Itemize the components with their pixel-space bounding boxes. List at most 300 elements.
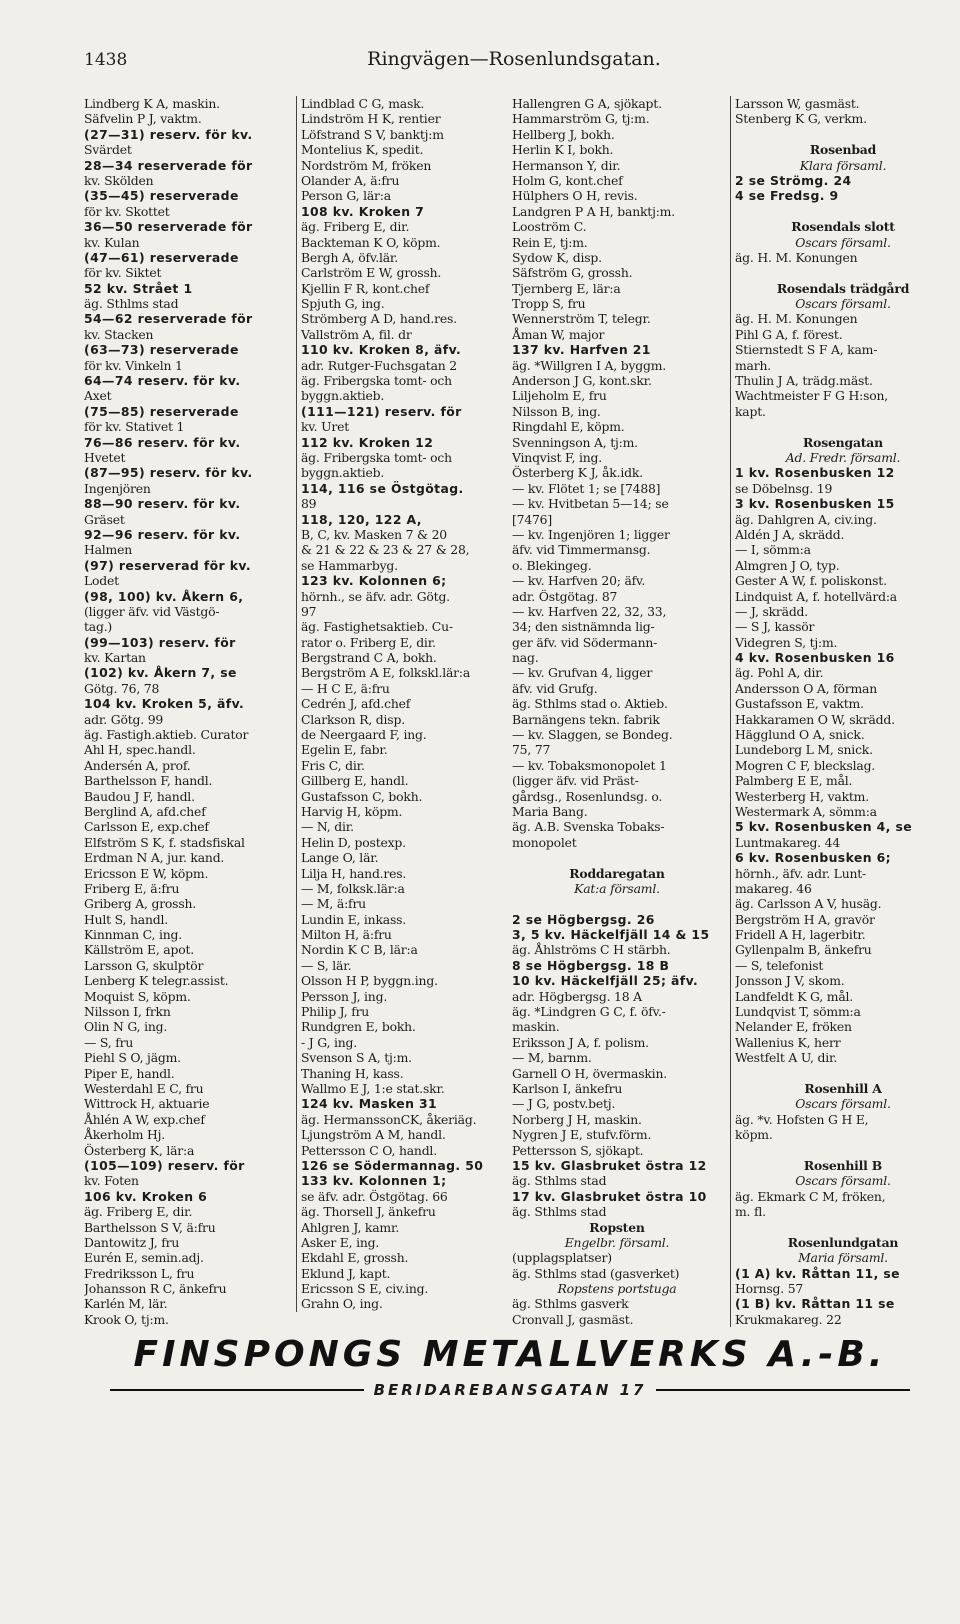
directory-entry: Jonsson J V, skom.: [735, 973, 845, 989]
directory-entry: äg. Thorsell J, änkefru: [301, 1204, 436, 1220]
directory-entry: Hallengren G A, sjökapt.: [512, 96, 662, 111]
directory-entry: Baudou J F, handl.: [84, 788, 195, 804]
directory-entry: äg. Sthlms stad: [512, 1173, 607, 1189]
directory-entry: Ekdahl E, grossh.: [301, 1250, 409, 1266]
directory-entry: adr. Götg. 99: [84, 711, 164, 727]
directory-entry: se Hammarbyg.: [301, 557, 398, 573]
address-entry: (27—31) reserv. för kv.: [84, 126, 253, 142]
directory-entry: Barthelsson F, handl.: [84, 773, 213, 789]
directory-entry: äg. Friberg E, dir.: [301, 219, 410, 235]
directory-entry: äg. Sthlms stad (gasverket): [512, 1265, 680, 1281]
directory-entry: 75, 77: [512, 742, 551, 758]
address-entry: 126 se Södermannag. 50: [301, 1157, 484, 1173]
directory-entry: äfv. vid Grufg.: [512, 680, 598, 696]
street-heading: Roddaregatan: [569, 865, 665, 881]
directory-entry: Tjernberg E, lär:a: [512, 280, 621, 296]
directory-entry: Thulin J A, trädg.mäst.: [735, 373, 873, 389]
directory-entry: äg. Dahlgren A, civ.ing.: [735, 511, 877, 527]
directory-entry: kv. Foten: [84, 1173, 139, 1189]
directory-entry: adr. Rutger-Fuchsgatan 2: [301, 357, 457, 373]
directory-entry: — M, ä:fru: [301, 896, 366, 912]
address-entry: 110 kv. Kroken 8, äfv.: [301, 342, 462, 358]
advertisement-address-row: [110, 1381, 910, 1399]
directory-entry: äg. Sthlms gasverk: [512, 1296, 629, 1312]
directory-entry: — kv. Harfven 22, 32, 33,: [512, 603, 667, 619]
column-2: [296, 96, 507, 1312]
parish-label: Oscars församl.: [795, 1173, 891, 1189]
address-entry: (99—103) reserv. för: [84, 634, 236, 650]
directory-entry: Backteman K O, köpm.: [301, 234, 441, 250]
directory-entry: Montelius K, spedit.: [301, 142, 424, 158]
directory-entry: Cronvall J, gasmäst.: [512, 1311, 634, 1327]
directory-entry: Erdman N A, jur. kand.: [84, 850, 225, 866]
directory-entry: Olsson H P, byggn.ing.: [301, 973, 438, 989]
directory-entry: Maria Bang.: [512, 803, 588, 819]
directory-entry: Säfström G, grossh.: [512, 265, 633, 281]
address-entry: 118, 120, 122 A,: [301, 511, 422, 527]
directory-entry: Grahn O, ing.: [301, 1296, 383, 1312]
street-heading: Rosenhill B: [803, 1157, 883, 1173]
directory-entry: — J G, postv.betj.: [512, 1096, 616, 1112]
directory-entry: Pettersson S, sjökapt.: [512, 1142, 644, 1158]
directory-entry: Wachtmeister F G H:son,: [735, 388, 889, 404]
directory-entry: Svärdet: [84, 142, 132, 158]
parish-label: Oscars församl.: [795, 1096, 891, 1112]
directory-entry: Sydow K, disp.: [512, 249, 602, 265]
address-entry: 4 se Fredsg. 9: [735, 188, 839, 204]
directory-entry: Eurén E, semin.adj.: [84, 1250, 204, 1266]
street-heading: Rosendals trädgård: [776, 280, 910, 296]
directory-entry: Bergstrand C A, bokh.: [301, 650, 437, 666]
directory-entry: Österberg K J, åk.idk.: [512, 465, 643, 481]
address-entry: (111—121) reserv. för: [301, 403, 462, 419]
directory-entry: Pettersson C O, handl.: [301, 1142, 437, 1158]
directory-entry: Ingenjören: [84, 480, 151, 496]
directory-entry: Persson J, ing.: [301, 988, 388, 1004]
directory-entry: Pihl G A, f. förest.: [735, 326, 843, 342]
directory-entry: — kv. Ingenjören 1; ligger: [512, 526, 670, 542]
parish-label: Kat:a församl.: [574, 880, 660, 896]
directory-entry: Ericsson E W, köpm.: [84, 865, 209, 881]
directory-entry: Kinnman C, ing.: [84, 927, 182, 943]
directory-entry: Axet: [84, 388, 112, 404]
directory-entry: äg. H. M. Konungen: [735, 249, 858, 265]
directory-entry: Åkerholm Hj.: [84, 1127, 165, 1143]
directory-entry: — kv. Grufvan 4, ligger: [512, 665, 653, 681]
directory-entry: för kv. Stativet 1: [84, 419, 185, 435]
address-entry: (97) reserverad för kv.: [84, 557, 251, 573]
directory-entry: - J G, ing.: [301, 1034, 357, 1050]
directory-entry: Åman W, major: [512, 326, 605, 342]
blank-line: [512, 850, 722, 865]
advertisement: [110, 1334, 910, 1399]
directory-entry: äg. Sthlms stad: [512, 1204, 607, 1220]
directory-entry: Gräset: [84, 511, 125, 527]
directory-entry: Wennerström T, telegr.: [512, 311, 651, 327]
address-entry: (63—73) reserverade: [84, 342, 239, 358]
directory-entry: byggn.aktieb.: [301, 388, 385, 404]
directory-entry: adr. Högbergsg. 18 A: [512, 988, 642, 1004]
address-entry: (105—109) reserv. för: [84, 1157, 245, 1173]
directory-entry: Hülphers O H, revis.: [512, 188, 638, 204]
directory-entry: för kv. Siktet: [84, 265, 162, 281]
directory-entry: — S, lär.: [301, 957, 352, 973]
address-entry: 2 se Högbergsg. 26: [512, 911, 655, 927]
address-entry: 106 kv. Kroken 6: [84, 1188, 208, 1204]
directory-entry: Halmen: [84, 542, 133, 558]
directory-entry: Carlström E W, grossh.: [301, 265, 442, 281]
address-entry: 123 kv. Kolonnen 6;: [301, 573, 447, 589]
directory-entry: Krook O, tj:m.: [84, 1311, 169, 1327]
directory-entry: Fredriksson L, fru: [84, 1265, 195, 1281]
directory-entry: ger äfv. vid Södermann-: [512, 634, 658, 650]
directory-entry: Larsson G, skulptör: [84, 957, 204, 973]
directory-entry: Bergh A, öfv.lär.: [301, 249, 398, 265]
directory-entry: — S, telefonist: [735, 957, 824, 973]
directory-entry: o. Blekingeg.: [512, 557, 592, 573]
advertisement-address: BERIDAREBANSGATAN 17: [373, 1381, 647, 1399]
directory-entry: Ahl H, spec.handl.: [84, 742, 196, 758]
directory-entry: för kv. Skottet: [84, 203, 170, 219]
directory-entry: Luntmakareg. 44: [735, 834, 841, 850]
directory-entry: äg. Friberg E, dir.: [84, 1204, 193, 1220]
address-entry: 1 kv. Rosenbusken 12: [735, 465, 895, 481]
address-entry: 92—96 reserv. för kv.: [84, 526, 241, 542]
directory-entry: Lundqvist T, sömm:a: [735, 1004, 861, 1020]
directory-entry: Säfvelin P J, vaktm.: [84, 111, 202, 127]
directory-entry: Gyllenpalm B, änkefru: [735, 942, 872, 958]
directory-entry: Nordin K C B, lär:a: [301, 942, 418, 958]
address-entry: 5 kv. Rosenbusken 4, se: [735, 819, 913, 835]
directory-entry: Moquist S, köpm.: [84, 988, 191, 1004]
page-header: [84, 48, 944, 82]
directory-entry: för kv. Vinkeln 1: [84, 357, 183, 373]
blank-line: [512, 896, 722, 911]
directory-entry: Dantowitz J, fru: [84, 1234, 180, 1250]
address-entry: 3 kv. Rosenbusken 15: [735, 496, 895, 512]
directory-entry: Ringdahl E, köpm.: [512, 419, 625, 435]
directory-entry: Wittrock H, aktuarie: [84, 1096, 210, 1112]
address-entry: 3, 5 kv. Häckelfjäll 14 & 15: [512, 927, 710, 943]
address-entry: (1 B) kv. Råttan 11 se: [735, 1296, 895, 1312]
page-title: Ringvägen—Rosenlundsgatan.: [367, 48, 661, 70]
advertisement-rule-left: [110, 1389, 364, 1391]
column-3: [512, 96, 722, 1327]
directory-entry: rator o. Friberg E, dir.: [301, 634, 436, 650]
directory-entry: Elfström S K, f. stadsfiskal: [84, 834, 245, 850]
directory-entry: Hornsg. 57: [735, 1281, 804, 1297]
address-entry: 137 kv. Harfven 21: [512, 342, 651, 358]
directory-entry: Vinqvist F, ing.: [512, 449, 603, 465]
directory-entry: Hult S, handl.: [84, 911, 168, 927]
directory-entry: Tropp S, fru: [512, 296, 586, 312]
address-entry: (98, 100) kv. Åkern 6,: [84, 588, 244, 604]
directory-entry: Gustafsson E, vaktm.: [735, 696, 864, 712]
directory-entry: Nordström M, fröken: [301, 157, 432, 173]
address-entry: 17 kv. Glasbruket östra 10: [512, 1188, 707, 1204]
directory-entry: Rein E, tj:m.: [512, 234, 588, 250]
directory-entry: Lindblad C G, mask.: [301, 96, 425, 111]
blank-line: [735, 1220, 951, 1235]
directory-entry: Karlson I, änkefru: [512, 1081, 623, 1096]
street-heading: Rosenbad: [809, 142, 877, 158]
blank-line: [735, 127, 951, 142]
blank-line: [735, 419, 951, 434]
directory-entry: Thaning H, kass.: [301, 1065, 404, 1081]
directory-entry: Helin D, postexp.: [301, 834, 406, 850]
directory-entry: Gustafsson C, bokh.: [301, 788, 423, 804]
page-number: 1438: [84, 50, 128, 70]
directory-entry: äg. *v. Hofsten G H E,: [735, 1111, 869, 1127]
directory-entry: Friberg E, ä:fru: [84, 880, 180, 896]
address-entry: 64—74 reserv. för kv.: [84, 373, 241, 389]
directory-entry: Lindquist A, f. hotellvärd:a: [735, 588, 897, 604]
directory-entry: Johansson R C, änkefru: [84, 1281, 227, 1297]
directory-entry: köpm.: [735, 1127, 773, 1143]
directory-entry: äg. H. M. Konungen: [735, 311, 858, 327]
directory-entry: Garnell O H, övermaskin.: [512, 1065, 667, 1081]
directory-entry: Palmberg E E, mål.: [735, 773, 853, 789]
directory-entry: äg. Fastigh.aktieb. Curator: [84, 727, 249, 743]
directory-entry: Person G, lär:a: [301, 188, 391, 204]
street-heading: Rosendals slott: [791, 219, 895, 235]
directory-entry: Nilsson I, frkn: [84, 1004, 171, 1020]
directory-entry: äg. Sthlms stad: [84, 296, 179, 312]
directory-entry: Piper E, handl.: [84, 1065, 175, 1081]
directory-entry: kv. Skölden: [84, 172, 154, 188]
directory-entry: Ljungström A M, handl.: [301, 1127, 446, 1143]
advertisement-company: FINSPONGS METALLVERKS A.-B.: [133, 1334, 887, 1375]
directory-entry: Källström E, apot.: [84, 942, 194, 958]
directory-entry: monopolet: [512, 834, 577, 850]
directory-entry: — N, dir.: [301, 819, 354, 835]
directory-entry: tag.): [84, 619, 113, 635]
directory-entry: se Döbelnsg. 19: [735, 480, 833, 496]
directory-entry: äg. A.B. Svenska Tobaks-: [512, 819, 665, 835]
directory-entry: — H C E, ä:fru: [301, 680, 390, 696]
directory-entry: äg. HermanssonCK, åkeriäg.: [301, 1111, 477, 1127]
directory-entry: Nilsson B, ing.: [512, 403, 601, 419]
directory-entry: Philip J, fru: [301, 1004, 370, 1020]
directory-entry: se äfv. adr. Östgötag. 66: [301, 1188, 448, 1204]
directory-entry: — kv. Slaggen, se Bondeg.: [512, 727, 673, 743]
directory-entry: (ligger äfv. vid Västgö-: [84, 603, 220, 619]
address-entry: 112 kv. Kroken 12: [301, 434, 434, 450]
directory-entry: äg. Fribergska tomt- och: [301, 449, 452, 465]
directory-entry: byggn.aktieb.: [301, 465, 385, 481]
address-entry: (102) kv. Åkern 7, se: [84, 665, 237, 681]
address-entry: (87—95) reserv. för kv.: [84, 465, 253, 481]
directory-entry: Milton H, ä:fru: [301, 927, 392, 943]
directory-entry: Mogren C F, bleckslag.: [735, 757, 876, 773]
directory-entry: äfv. vid Timmermansg.: [512, 542, 651, 558]
directory-entry: — M, barnm.: [512, 1050, 592, 1066]
parish-label: Ad. Fredr. församl.: [785, 449, 901, 465]
directory-entry: Krukmakareg. 22: [735, 1311, 842, 1327]
directory-entry: Egelin E, fabr.: [301, 742, 388, 758]
directory-entry: [7476]: [512, 511, 553, 527]
directory-entry: Ericsson S E, civ.ing.: [301, 1281, 429, 1297]
directory-entry: Lodet: [84, 573, 119, 589]
directory-entry: marh.: [735, 357, 771, 373]
directory-entry: Lenberg K telegr.assist.: [84, 973, 229, 989]
directory-entry: Looström C.: [512, 219, 587, 235]
directory-entry: Eklund J, kapt.: [301, 1265, 391, 1281]
directory-entry: Spjuth G, ing.: [301, 296, 385, 312]
directory-entry: B, C, kv. Masken 7 & 20: [301, 526, 447, 542]
street-heading: Rosenlundgatan: [787, 1234, 899, 1250]
parish-label: Oscars församl.: [795, 296, 891, 312]
directory-entry: Lilja H, hand.res.: [301, 865, 407, 881]
directory-entry: äg. Fastighetsaktieb. Cu-: [301, 619, 453, 635]
directory-entry: Westerdahl E C, fru: [84, 1081, 204, 1096]
directory-entry: Nelander E, fröken: [735, 1019, 852, 1035]
directory-entry: Norberg J H, maskin.: [512, 1111, 642, 1127]
parish-label: Klara församl.: [799, 157, 887, 173]
directory-entry: Lindström H K, rentier: [301, 111, 441, 127]
directory-entry: äg. *Lindgren G C, f. öfv.-: [512, 1004, 666, 1020]
directory-entry: äg. Ekmark C M, fröken,: [735, 1188, 886, 1204]
advertisement-rule-right: [656, 1389, 910, 1391]
directory-entry: Carlsson E, exp.chef: [84, 819, 209, 835]
directory-entry: Löfstrand S V, banktj:m: [301, 126, 444, 142]
directory-entry: — S J, kassör: [735, 619, 815, 635]
directory-entry: Åhlén A W, exp.chef: [84, 1111, 205, 1127]
directory-entry: Österberg K, lär:a: [84, 1142, 195, 1158]
directory-entry: äg. Pohl A, dir.: [735, 665, 824, 681]
street-heading: Ropsten: [589, 1219, 645, 1235]
directory-entry: Olin N G, ing.: [84, 1019, 168, 1035]
address-entry: 114, 116 se Östgötag.: [301, 480, 464, 496]
directory-entry: Barthelsson S V, ä:fru: [84, 1219, 216, 1235]
directory-entry: (upplagsplatser): [512, 1250, 612, 1266]
directory-entry: Götg. 76, 78: [84, 680, 160, 696]
address-entry: (47—61) reserverade: [84, 249, 239, 265]
directory-entry: Strömberg A D, hand.res.: [301, 311, 457, 327]
address-entry: 133 kv. Kolonnen 1;: [301, 1173, 447, 1189]
blank-line: [735, 204, 951, 219]
directory-entry: Holm G, kont.chef: [512, 172, 623, 188]
directory-entry: Eriksson J A, f. polism.: [512, 1034, 649, 1050]
address-entry: (1 A) kv. Råttan 11, se: [735, 1265, 900, 1281]
directory-entry: Lange O, lär.: [301, 850, 379, 866]
directory-entry: Andersson O A, förman: [735, 680, 878, 696]
directory-entry: Rundgren E, bokh.: [301, 1019, 416, 1035]
directory-entry: Lundeborg L M, snick.: [735, 742, 873, 758]
directory-entry: gårdsg., Rosenlundsg. o.: [512, 788, 663, 804]
directory-entry: äg. *Willgren I A, byggm.: [512, 357, 667, 373]
column-1: [84, 96, 288, 1327]
address-entry: 76—86 reserv. för kv.: [84, 434, 241, 450]
address-entry: 4 kv. Rosenbusken 16: [735, 650, 895, 666]
directory-entry: — J, skrädd.: [735, 603, 809, 619]
directory-entry: Olander A, ä:fru: [301, 172, 400, 188]
directory-entry: — kv. Harfven 20; äfv.: [512, 573, 646, 589]
directory-entry: kv. Kartan: [84, 650, 146, 666]
directory-entry: Anderson J G, kont.skr.: [512, 373, 652, 389]
directory-entry: — S, fru: [84, 1034, 134, 1050]
directory-entry: Kjellin F R, kont.chef: [301, 280, 430, 296]
blank-line: [735, 1066, 951, 1081]
address-entry: 104 kv. Kroken 5, äfv.: [84, 696, 245, 712]
parish-label: Maria församl.: [798, 1250, 888, 1266]
directory-entry: 89: [301, 496, 317, 512]
address-entry: 108 kv. Kroken 7: [301, 203, 425, 219]
directory-entry: Karlén M, lär.: [84, 1296, 168, 1312]
directory-entry: — kv. Tobaksmonopolet 1: [512, 757, 667, 773]
directory-entry: Andersén A, prof.: [84, 757, 191, 773]
directory-entry: nag.: [512, 650, 539, 666]
directory-entry: (ligger äfv. vid Präst-: [512, 773, 639, 789]
directory-entry: Larsson W, gasmäst.: [735, 96, 860, 111]
directory-entry: Barnängens tekn. fabrik: [512, 711, 660, 727]
address-entry: (75—85) reserverade: [84, 403, 239, 419]
directory-entry: äg. Carlsson A V, husäg.: [735, 896, 882, 912]
directory-entry: Hermanson Y, dir.: [512, 157, 621, 173]
column-4: [730, 96, 951, 1327]
directory-entry: Hägglund O A, snick.: [735, 727, 865, 743]
directory-entry: adr. Östgötag. 87: [512, 588, 618, 604]
address-entry: 36—50 reserverade för: [84, 219, 253, 235]
directory-entry: m. fl.: [735, 1204, 766, 1220]
directory-entry: äg. Sthlms stad o. Aktieb.: [512, 696, 668, 712]
directory-entry: Bergström A E, folkskl.lär:a: [301, 665, 471, 681]
directory-entry: Liljeholm E, fru: [512, 388, 607, 404]
directory-entry: Aldén J A, skrädd.: [735, 526, 845, 542]
directory-entry: Lundin E, inkass.: [301, 911, 407, 927]
address-entry: (35—45) reserverade: [84, 188, 239, 204]
directory-entry: 34; den sistnämnda lig-: [512, 619, 655, 635]
directory-entry: äg. Åhlströms C H stärbh.: [512, 942, 671, 958]
directory-entry: Videgren S, tj:m.: [735, 634, 838, 650]
directory-entry: Cedrén J, afd.chef: [301, 696, 411, 712]
directory-entry: kv. Kulan: [84, 234, 140, 250]
directory-entry: Stenberg K G, verkm.: [735, 111, 867, 127]
directory-entry: Asker E, ing.: [301, 1234, 380, 1250]
parish-label: Oscars församl.: [795, 234, 891, 250]
directory-entry: Vallström A, fil. dr: [301, 326, 412, 342]
directory-entry: Griberg A, grossh.: [84, 896, 197, 912]
parish-label: Ropstens portstuga: [557, 1281, 677, 1297]
parish-label: Engelbr. församl.: [564, 1234, 670, 1250]
directory-entry: äg. Fribergska tomt- och: [301, 373, 452, 389]
directory-entry: kapt.: [735, 403, 766, 419]
directory-entry: Almgren J O, typ.: [735, 557, 840, 573]
directory-entry: Wallmo E J, 1:e stat.skr.: [301, 1081, 445, 1096]
address-entry: 54—62 reserverade för: [84, 311, 253, 327]
address-entry: 6 kv. Rosenbusken 6;: [735, 850, 892, 866]
directory-entry: Landfeldt K G, mål.: [735, 988, 854, 1004]
directory-entry: Bergström H A, gravör: [735, 911, 875, 927]
directory-entry: Stiernstedt S F A, kam-: [735, 342, 878, 358]
blank-line: [735, 1143, 951, 1158]
directory-entry: 97: [301, 603, 317, 619]
directory-entry: Gillberg E, handl.: [301, 773, 409, 789]
directory-entry: kv. Stacken: [84, 326, 154, 342]
directory-entry: Clarkson R, disp.: [301, 711, 405, 727]
directory-entry: Hammarström G, tj:m.: [512, 111, 650, 127]
directory-entry: Wallenius K, herr: [735, 1034, 841, 1050]
directory-entry: — kv. Hvitbetan 5—14; se: [512, 496, 669, 512]
address-entry: 8 se Högbergsg. 18 B: [512, 957, 670, 973]
address-entry: 88—90 reserv. för kv.: [84, 496, 241, 512]
directory-entry: Herlin K I, bokh.: [512, 142, 614, 158]
directory-entry: Gester A W, f. poliskonst.: [735, 573, 887, 589]
directory-entry: hörnh., äfv. adr. Lunt-: [735, 865, 867, 881]
directory-entry: Fris C, dir.: [301, 757, 365, 773]
street-heading: Rosengatan: [803, 434, 883, 450]
directory-entry: Nygren J E, stufv.förm.: [512, 1127, 652, 1143]
